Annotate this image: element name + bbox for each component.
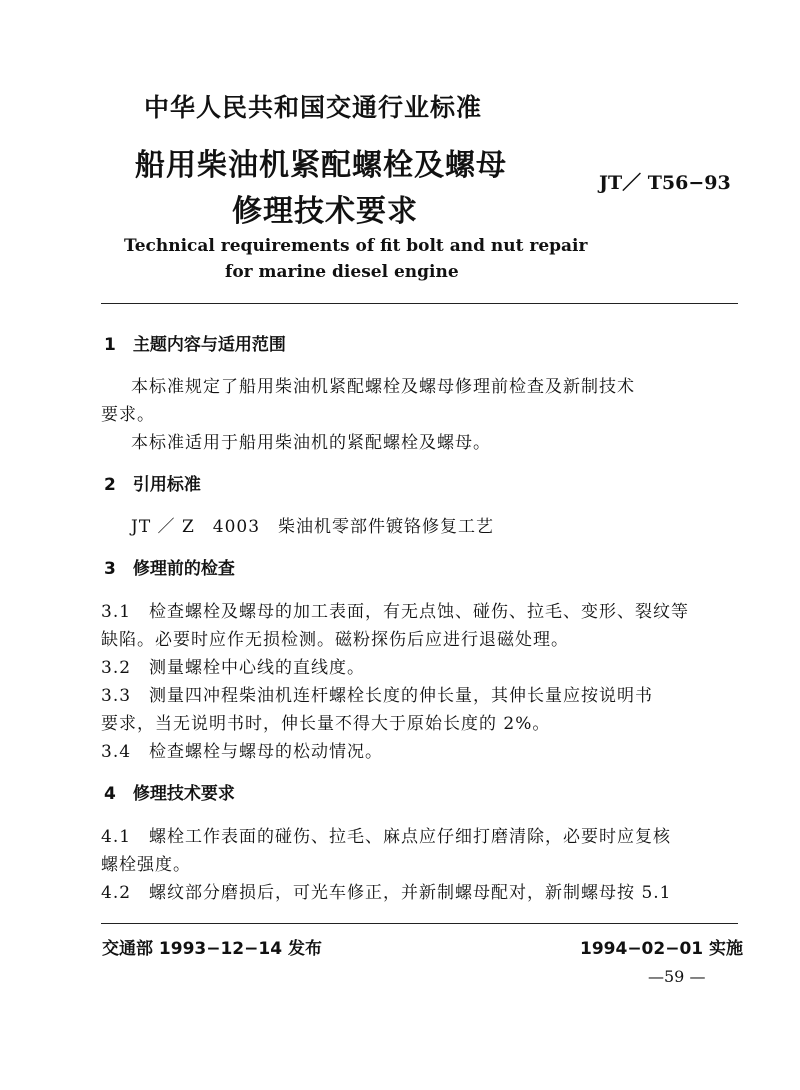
section-1-paragraph-1a: 本标准规定了船用柴油机紧配螺栓及螺母修理前检查及新制技术 (131, 377, 635, 397)
clause-3-3a: 3.3 测量四冲程柴油机连杆螺栓长度的伸长量，其伸长量应按说明书 (101, 686, 654, 706)
issuing-body-title: 中华人民共和国交通行业标准 (144, 93, 483, 122)
footer-divider (101, 923, 738, 924)
standard-title-line1: 船用柴油机紧配螺栓及螺母 (135, 148, 507, 183)
issued-date: 交通部 1993−12−14 发布 (102, 939, 322, 959)
standard-title-line2: 修理技术要求 (232, 194, 418, 229)
section-1-paragraph-2: 本标准适用于船用柴油机的紧配螺栓及螺母。 (131, 433, 491, 453)
clause-3-3b: 要求，当无说明书时，伸长量不得大于原始长度的 2%。 (101, 714, 551, 734)
section-3-heading: 3 修理前的检查 (104, 559, 235, 579)
clause-4-2: 4.2 螺纹部分磨损后，可光车修正，并新制螺母配对，新制螺母按 5.1 (101, 883, 672, 903)
section-2-heading: 2 引用标准 (104, 475, 201, 495)
effective-date: 1994−02−01 实施 (580, 939, 744, 959)
section-2-reference: JT ／ Z 4003 柴油机零部件镀铬修复工艺 (131, 517, 495, 537)
standard-code: JT／ T56−93 (599, 172, 731, 194)
header-divider (101, 303, 738, 304)
clause-4-1b: 螺栓强度。 (101, 855, 191, 875)
clause-4-1a: 4.1 螺栓工作表面的碰伤、拉毛、麻点应仔细打磨清除，必要时应复核 (101, 827, 672, 847)
clause-3-1b: 缺陷。必要时应作无损检测。磁粉探伤后应进行退磁处理。 (101, 630, 569, 650)
english-title-line2: for marine diesel engine (225, 262, 459, 282)
english-title-line1: Technical requirements of fit bolt and nut repair (124, 236, 588, 256)
section-1-heading: 1 主题内容与适用范围 (104, 335, 286, 355)
clause-3-2: 3.2 测量螺栓中心线的直线度。 (101, 658, 366, 678)
page-number: —59 — (648, 967, 706, 986)
section-1-paragraph-1b: 要求。 (101, 405, 155, 425)
clause-3-1a: 3.1 检查螺栓及螺母的加工表面，有无点蚀、碰伤、拉毛、变形、裂纹等 (101, 602, 690, 622)
clause-3-4: 3.4 检查螺栓与螺母的松动情况。 (101, 742, 384, 762)
section-4-heading: 4 修理技术要求 (104, 784, 235, 804)
